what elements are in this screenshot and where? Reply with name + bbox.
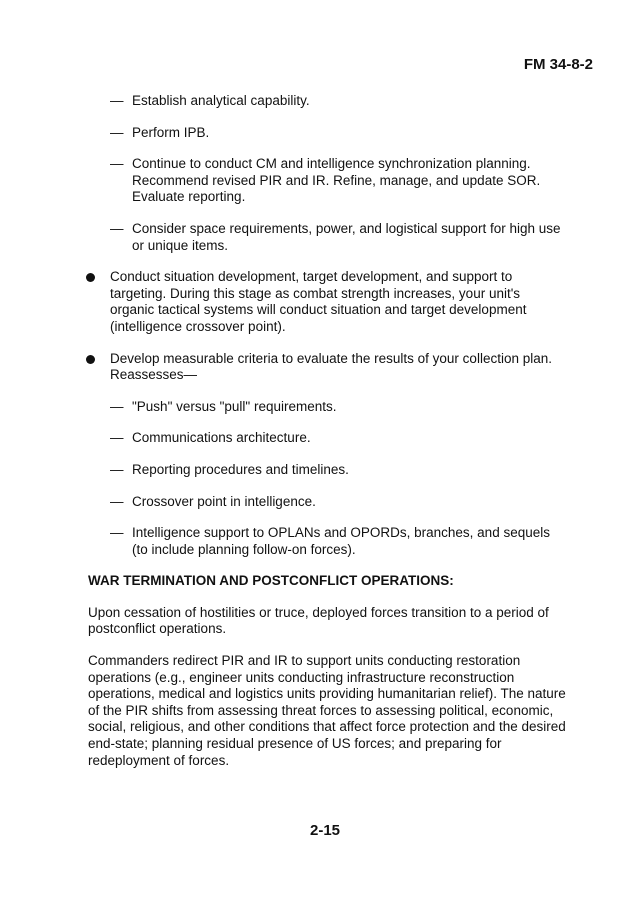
- bullet-list-item: [88, 351, 568, 384]
- dash-list-item: [88, 399, 568, 416]
- list-item-text: "Push" versus "pull" requirements.: [132, 398, 337, 414]
- page-number: 2-15: [309, 822, 341, 839]
- dash-list-1: [88, 93, 568, 254]
- page-content: [88, 93, 568, 784]
- list-item-text: Reporting procedures and timelines.: [132, 461, 349, 477]
- em-dash-icon: —: [110, 220, 124, 236]
- list-item-text: Intelligence support to OPLANs and OPORDs, branches, and sequels (to include planning follow-on forces).: [132, 525, 550, 557]
- list-item-text: Communications architecture.: [132, 430, 311, 446]
- dash-list-item: [88, 462, 568, 479]
- dash-list-item: [88, 125, 568, 142]
- dash-list-item: [88, 494, 568, 511]
- em-dash-icon: —: [110, 493, 124, 509]
- em-dash-icon: —: [110, 398, 124, 414]
- dash-list-item: [88, 430, 568, 447]
- document-id-header: FM 34-8-2: [523, 56, 593, 73]
- dash-list-item: [88, 156, 568, 206]
- list-item-text: Develop measurable criteria to evaluate the results of your collection plan. Reassesses—: [110, 350, 552, 383]
- em-dash-icon: —: [110, 156, 124, 172]
- em-dash-icon: —: [110, 93, 124, 108]
- paragraph: Upon cessation of hostilities or truce, deployed forces transition to a period of postconflict operations.: [88, 604, 549, 637]
- em-dash-icon: —: [110, 124, 124, 140]
- paragraph: Commanders redirect PIR and IR to support units conducting restoration operations (e.g., engineer units conducting infrastructure reconstruction operations, medical and logistics units providing humanitarian relief). The nature of the PIR shifts from assessing threat forces to assessing political, economic, social, religious, and other conditions that affect force protection and the desired end-state; planning residual presence of US forces; and preparing for redeployment of forces.: [88, 653, 566, 768]
- em-dash-icon: —: [110, 430, 124, 446]
- em-dash-icon: —: [110, 461, 124, 477]
- dash-list-item: [88, 93, 568, 110]
- list-item-text: Establish analytical capability.: [132, 93, 310, 108]
- dash-list-2: [88, 399, 568, 559]
- list-item-text: Continue to conduct CM and intelligence synchronization planning. Recommend revised PIR and IR. Refine, manage, and update SOR. Evaluate reporting.: [132, 156, 541, 205]
- bullet-list: [88, 269, 568, 384]
- list-item-text: Crossover point in intelligence.: [132, 493, 316, 509]
- list-item-text: Perform IPB.: [132, 124, 210, 140]
- bullet-icon: [86, 355, 95, 364]
- list-item-text: Conduct situation development, target development, and support to targeting. During this stage as combat strength increases, your unit's organic tactical systems will conduct situation and target development (intelligence crossover point).: [110, 269, 527, 334]
- section-heading: WAR TERMINATION AND POSTCONFLICT OPERATIONS:: [88, 573, 454, 589]
- dash-list-item: [88, 221, 568, 254]
- em-dash-icon: —: [110, 525, 124, 541]
- list-item-text: Consider space requirements, power, and logistical support for high use or unique items.: [132, 220, 561, 253]
- dash-list-item: [88, 525, 568, 558]
- bullet-icon: [86, 273, 95, 282]
- bullet-list-item: [88, 269, 568, 335]
